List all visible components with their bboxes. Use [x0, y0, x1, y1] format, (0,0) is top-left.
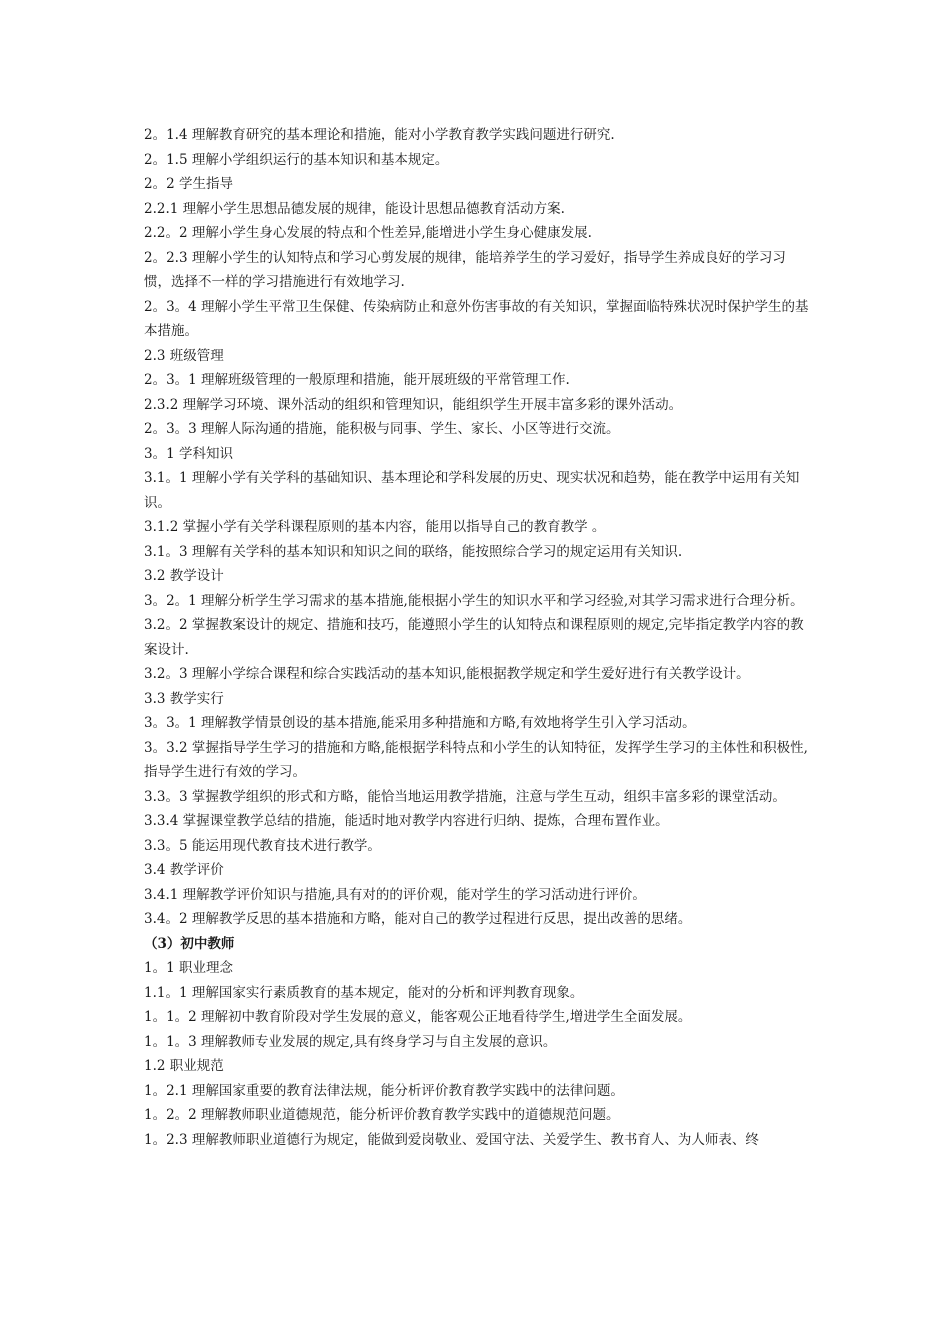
text-paragraph: 3.3。3 掌握教学组织的形式和方略，能恰当地运用教学措施，注意与学生互动，组织丰富多彩的课堂活动。 — [144, 788, 786, 805]
text-paragraph: 3.4。2 理解教学反思的基本措施和方略，能对自己的教学过程进行反思，提出改善的思绪。 — [144, 911, 692, 927]
text-paragraph: 3.1。1 理解小学有关学科的基础知识、基本理论和学科发展的历史、现实状况和趋势，能在教学中运用有关知识。 — [144, 470, 800, 511]
text-paragraph: 2.2.1 理解小学生思想品德发展的规律，能设计思想品德教育活动方案. — [144, 200, 565, 217]
text-paragraph: 3.1。3 理解有关学科的基本知识和知识之间的联络，能按照综合学习的规定运用有关知识. — [144, 543, 683, 560]
text-paragraph: 1。1 职业理念 — [144, 960, 233, 976]
text-paragraph: 3。3.2 掌握指导学生学习的措施和方略,能根据学科特点和小学生的认知特征，发挥学生学习的主体性和积极性,指导学生进行有效的学习。 — [144, 739, 808, 780]
text-paragraph: 2。3。4 理解小学生平常卫生保健、传染病防止和意外伤害事故的有关知识，掌握面临特殊状况时保护学生的基本措施。 — [144, 298, 809, 339]
text-paragraph: 2。3。1 理解班级管理的一般原理和措施，能开展班级的平常管理工作. — [144, 372, 570, 388]
text-paragraph: 1.2 职业规范 — [144, 1058, 224, 1074]
text-paragraph: 3.1.2 掌握小学有关学科课程原则的基本内容，能用以指导自己的教育教学 。 — [144, 519, 606, 535]
document-body — [144, 123, 810, 1152]
text-paragraph: 3.2。3 理解小学综合课程和综合实践活动的基本知识,能根据教学规定和学生爱好进行有关教学设计。 — [144, 666, 750, 682]
text-paragraph: 1。2.1 理解国家重要的教育法律法规，能分析评价教育教学实践中的法律问题。 — [144, 1082, 624, 1099]
text-paragraph: 2.2。2 理解小学生身心发展的特点和个性差异,能增进小学生身心健康发展. — [144, 225, 592, 241]
text-paragraph: 3。2。1 理解分析学生学习需求的基本措施,能根据小学生的知识水平和学习经验,对其学习需求进行合理分析。 — [144, 592, 804, 609]
text-paragraph: 3.3 教学实行 — [144, 690, 224, 707]
text-paragraph: 2.3.2 理解学习环境、课外活动的组织和管理知识，能组织学生开展丰富多彩的课外活动。 — [144, 396, 683, 413]
text-paragraph: 2。3。3 理解人际沟通的措施，能积极与同事、学生、家长、小区等进行交流。 — [144, 421, 620, 437]
text-paragraph: 3。3。1 理解教学情景创设的基本措施,能采用多种措施和方略,有效地将学生引入学习活动。 — [144, 715, 696, 731]
text-paragraph: 1.1。1 理解国家实行素质教育的基本规定，能对的分析和评判教育现象。 — [144, 984, 584, 1001]
text-paragraph: 3.3。5 能运用现代教育技术进行教学。 — [144, 837, 381, 854]
text-paragraph: 1。1。2 理解初中教育阶段对学生发展的意义，能客观公正地看待学生,增进学生全面发展。 — [144, 1009, 692, 1025]
text-paragraph: 3。1 学科知识 — [144, 445, 233, 462]
text-paragraph: 3.4 教学评价 — [144, 862, 224, 878]
text-paragraph: 3.3.4 掌握课堂教学总结的措施，能适时地对教学内容进行归纳、提炼，合理布置作业。 — [144, 813, 669, 829]
text-paragraph: 1。1。3 理解教师专业发展的规定,具有终身学习与自主发展的意识。 — [144, 1033, 557, 1050]
text-paragraph: 2.3 班级管理 — [144, 347, 224, 364]
text-paragraph: 2。1.4 理解教育研究的基本理论和措施，能对小学教育教学实践问题进行研究. — [144, 127, 615, 143]
text-paragraph: 2。1.5 理解小学组织运行的基本知识和基本规定。 — [144, 151, 449, 168]
text-paragraph: 3.2 教学设计 — [144, 568, 224, 584]
section-heading: （3）初中教师 — [144, 935, 235, 952]
text-paragraph: 2。2.3 理解小学生的认知特点和学习心剪发展的规律，能培养学生的学习爱好，指导学生养成良好的学习习惯，选择不一样的学习措施进行有效地学习. — [144, 249, 786, 290]
text-paragraph: 3.2。2 掌握教案设计的规定、措施和技巧，能遵照小学生的认知特点和课程原则的规定,完毕指定教学内容的教案设计. — [144, 617, 804, 658]
text-paragraph: 1。2.3 理解教师职业道德行为规定，能做到爱岗敬业、爱国守法、关爱学生、教书育人、为人师表、终 — [144, 1131, 759, 1148]
text-paragraph: 3.4.1 理解教学评价知识与措施,具有对的的评价观，能对学生的学习活动进行评价。 — [144, 886, 646, 903]
text-paragraph: 2。2 学生指导 — [144, 176, 233, 192]
text-paragraph: 1。2。2 理解教师职业道德规范，能分析评价教育教学实践中的道德规范问题。 — [144, 1107, 620, 1123]
